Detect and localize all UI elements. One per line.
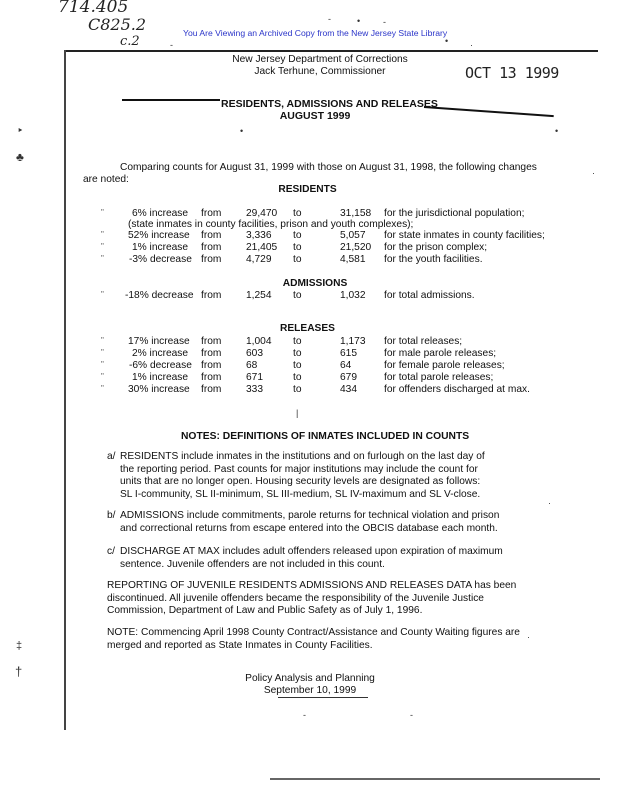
archive-notice: You Are Viewing an Archived Copy from the New Jersey State Library — [183, 28, 448, 38]
juvenile-reporting-note: REPORTING OF JUVENILE RESIDENTS ADMISSIONS AND RELEASES DATA has been discontinued. All juvenile offenders became the responsibility of the Juvenile Justice Commission, Department of Law and Public Safety as of July 1, 1996. — [107, 580, 517, 617]
title-rule-left — [122, 99, 220, 101]
county-figures-note: NOTE: Commencing April 1998 County Contract/Assistance and County Waiting figures are merged and reported as State Inmates in County Facilities. — [107, 627, 520, 651]
table-row: " 30% increase from 333 to 434 for offenders discharged at max. — [101, 384, 530, 395]
table-row: " -18% decrease from 1,254 to 1,032 for total admissions. — [101, 290, 475, 301]
department-name: New Jersey Department of Corrections — [232, 54, 408, 65]
releases-heading: RELEASES — [280, 323, 335, 334]
commissioner-name: Jack Terhune, Commissioner — [254, 66, 386, 77]
notes-heading: NOTES: DEFINITIONS OF INMATES INCLUDED IN COUNTS — [181, 431, 470, 442]
report-month: AUGUST 1999 — [279, 110, 351, 122]
report-title: RESIDENTS, ADMISSIONS AND RELEASES — [221, 98, 438, 110]
table-row: " -6% decrease from 68 to 64 for female parole releases; — [101, 360, 505, 371]
handwritten-class-number: C825.2 — [88, 15, 147, 34]
table-row: " 52% increase from 3,336 to 5,057 for state inmates in county facilities; — [101, 230, 545, 241]
page-top-border — [64, 50, 598, 52]
intro-text: Comparing counts for August 31, 1999 with those on August 31, 1998, the following changes — [120, 162, 537, 173]
handwritten-call-number: 714.405 — [58, 0, 129, 17]
table-row: " -3% decrease from 4,729 to 4,581 for the youth facilities. — [101, 254, 483, 265]
residents-note: (state inmates in county facilities, prison and youth complexes); — [128, 219, 414, 230]
table-row: " 2% increase from 603 to 615 for male parole releases; — [101, 348, 497, 359]
page-bottom-border — [270, 778, 600, 780]
received-date-stamp: OCT 13 1999 — [465, 64, 559, 82]
admissions-heading: ADMISSIONS — [282, 278, 348, 289]
table-row: " 6% increase from 29,470 to 31,158 for the jurisdictional population; — [101, 208, 525, 219]
title-rule-right — [424, 106, 554, 117]
table-row: " 17% increase from 1,004 to 1,173 for total releases; — [101, 336, 463, 347]
footer-date: September 10, 1999 — [263, 685, 357, 696]
footer-office: Policy Analysis and Planning — [245, 673, 375, 684]
table-row: " 1% increase from 21,405 to 21,520 for the prison complex; — [101, 242, 488, 253]
table-row: " 1% increase from 671 to 679 for total parole releases; — [101, 372, 494, 383]
footer-underline — [278, 697, 368, 698]
residents-heading: RESIDENTS — [278, 184, 337, 195]
intro-text-cont: are noted: — [83, 174, 129, 185]
handwritten-copy-number: c.2 — [120, 34, 140, 49]
